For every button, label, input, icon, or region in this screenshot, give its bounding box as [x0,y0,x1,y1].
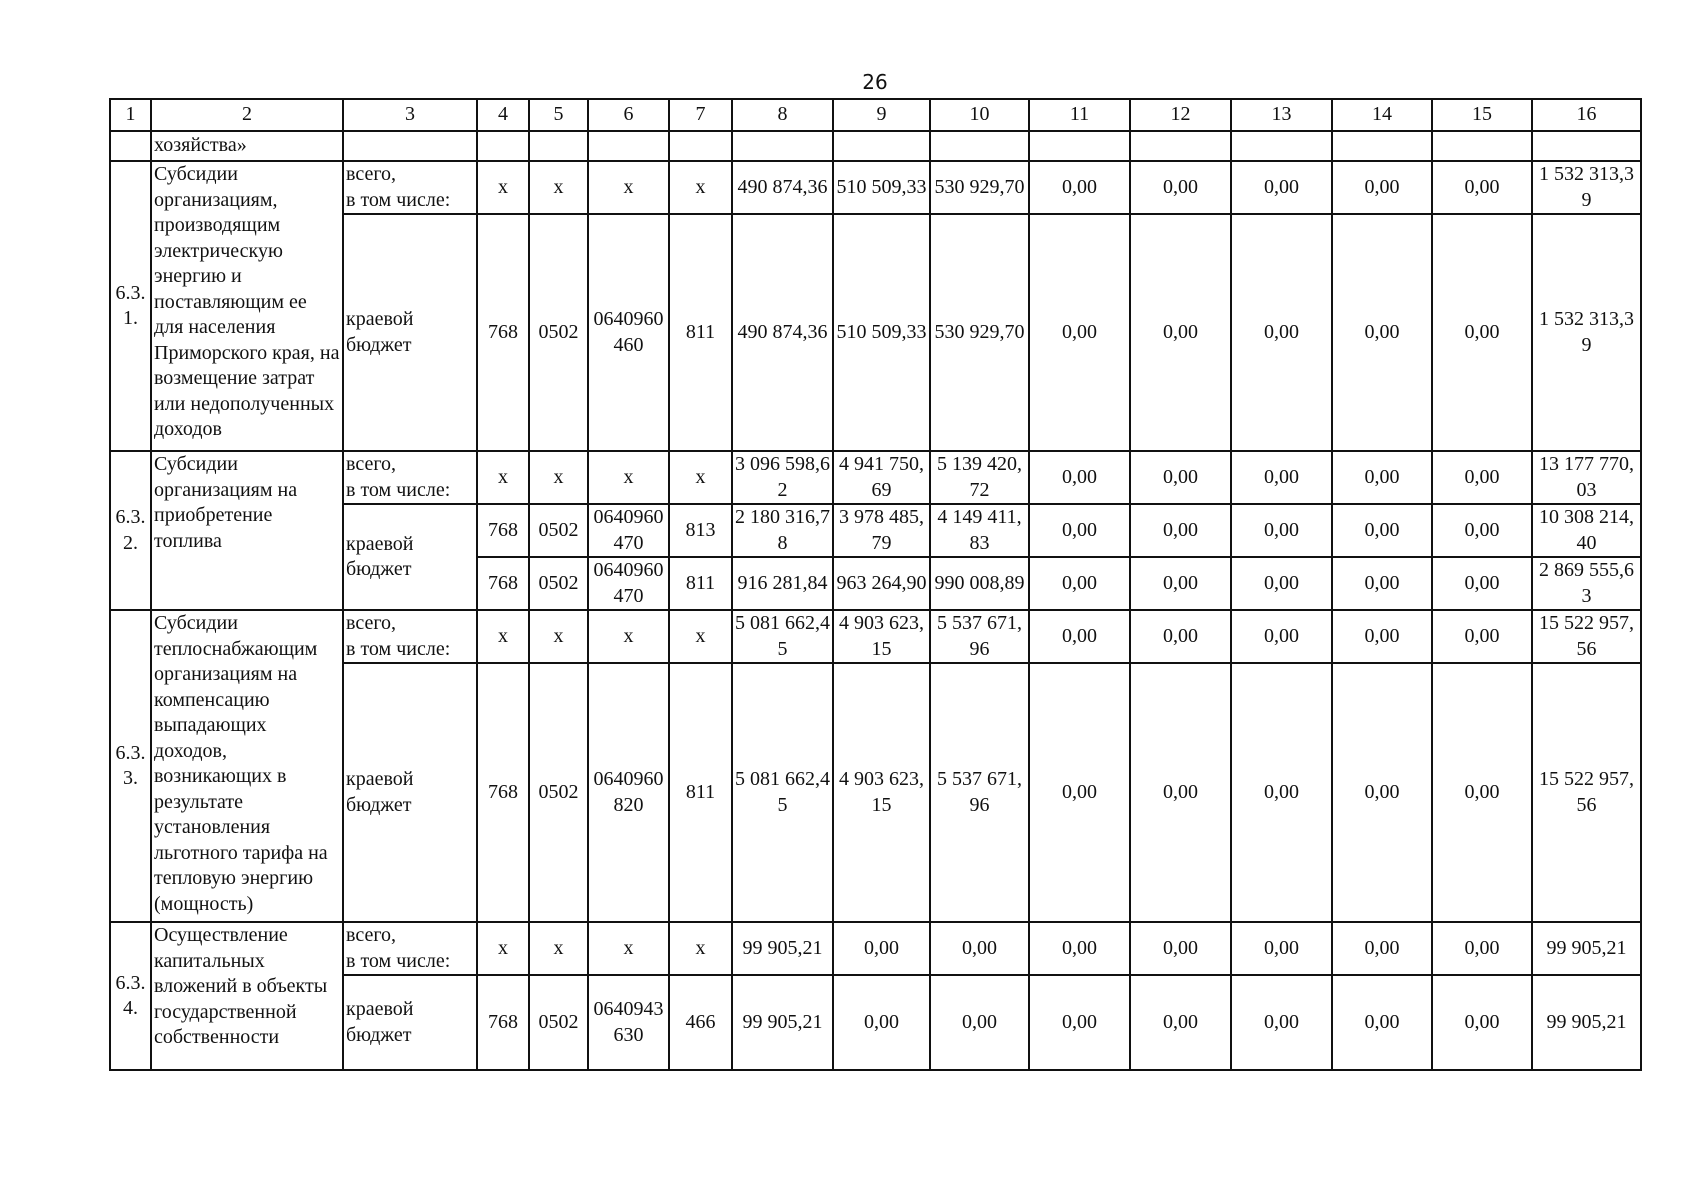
column-header-8: 8 [732,99,833,131]
value-col-15: 0,00 [1432,610,1532,663]
value-col-11: 0,00 [1029,975,1130,1070]
code-col-4: 768 [477,557,529,610]
code-col-5: 0502 [529,504,588,557]
target-code: 0640960470 [588,504,669,557]
total-label: всего, в том числе: [343,610,477,663]
x-marker-col-4: х [477,161,529,214]
value-col-12: 0,00 [1130,663,1231,922]
regional-budget-label: краевой бюджет [343,504,477,610]
code-col-7: 811 [669,214,732,451]
value-col-12: 0,00 [1130,451,1231,504]
item-number: 6.3. 1. [110,161,151,451]
code-col-7: 811 [669,557,732,610]
continuation-row [110,131,1641,161]
item-number: 6.3. 3. [110,610,151,922]
value-col-14: 0,00 [1332,922,1432,975]
value-col-15: 0,00 [1432,451,1532,504]
x-marker-col-7: х [669,161,732,214]
page-number: 26 [862,70,888,94]
column-header-15: 15 [1432,99,1532,131]
column-header-14: 14 [1332,99,1432,131]
x-marker-col-7: х [669,922,732,975]
x-marker-col-7: х [669,610,732,663]
code-col-5: 0502 [529,557,588,610]
row-r634-total [110,922,1641,975]
value-col-10: 5 537 671,96 [930,663,1029,922]
value-col-10: 530 929,70 [930,161,1029,214]
value-col-9: 510 509,33 [833,161,930,214]
value-col-12: 0,00 [1130,922,1231,975]
value-col-15: 0,00 [1432,161,1532,214]
value-col-15: 0,00 [1432,663,1532,922]
x-marker-col-4: х [477,922,529,975]
column-header-5: 5 [529,99,588,131]
column-header-7: 7 [669,99,732,131]
code-col-4: 768 [477,663,529,922]
code-col-7: 811 [669,663,732,922]
value-col-9: 0,00 [833,922,930,975]
code-col-7: 466 [669,975,732,1070]
value-col-16: 99 905,21 [1532,922,1641,975]
value-col-13: 0,00 [1231,451,1332,504]
value-col-13: 0,00 [1231,161,1332,214]
x-marker-col-6: х [588,610,669,663]
value-col-15: 0,00 [1432,975,1532,1070]
value-col-10: 4 149 411,83 [930,504,1029,557]
x-marker-col-6: х [588,451,669,504]
value-col-11: 0,00 [1029,214,1130,451]
item-name: Субсидии организациям на приобретение топлива [151,451,343,610]
value-col-14: 0,00 [1332,214,1432,451]
value-col-13: 0,00 [1231,214,1332,451]
value-col-11: 0,00 [1029,161,1130,214]
x-marker-col-6: х [588,161,669,214]
value-col-13: 0,00 [1231,557,1332,610]
value-col-15: 0,00 [1432,504,1532,557]
value-col-10: 5 139 420,72 [930,451,1029,504]
value-col-8: 490 874,36 [732,161,833,214]
row-r633-total [110,610,1641,663]
value-col-11: 0,00 [1029,557,1130,610]
value-col-16: 99 905,21 [1532,975,1641,1070]
x-marker-col-5: х [529,610,588,663]
value-col-14: 0,00 [1332,663,1432,922]
column-header-3: 3 [343,99,477,131]
value-col-11: 0,00 [1029,451,1130,504]
x-marker-col-5: х [529,922,588,975]
item-number: 6.3. 2. [110,451,151,610]
column-header-16: 16 [1532,99,1641,131]
total-label: всего, в том числе: [343,451,477,504]
item-name: Осуществление капитальных вложений в объекты государственной собственности [151,922,343,1070]
value-col-9: 4 903 623,15 [833,663,930,922]
value-col-16: 15 522 957,56 [1532,663,1641,922]
value-col-14: 0,00 [1332,451,1432,504]
code-col-4: 768 [477,214,529,451]
value-col-8: 99 905,21 [732,975,833,1070]
total-label: всего, в том числе: [343,161,477,214]
value-col-13: 0,00 [1231,922,1332,975]
value-col-12: 0,00 [1130,161,1231,214]
value-col-16: 1 532 313,39 [1532,161,1641,214]
x-marker-col-4: х [477,610,529,663]
total-label: всего, в том числе: [343,922,477,975]
value-col-8: 490 874,36 [732,214,833,451]
value-col-12: 0,00 [1130,504,1231,557]
regional-budget-label: краевой бюджет [343,975,477,1070]
value-col-8: 5 081 662,45 [732,610,833,663]
continuation-text: хозяйства» [151,131,343,161]
value-col-9: 4 903 623,15 [833,610,930,663]
value-col-8: 916 281,84 [732,557,833,610]
column-header-1: 1 [110,99,151,131]
value-col-14: 0,00 [1332,610,1432,663]
value-col-14: 0,00 [1332,504,1432,557]
value-col-12: 0,00 [1130,975,1231,1070]
value-col-14: 0,00 [1332,557,1432,610]
value-col-8: 99 905,21 [732,922,833,975]
value-col-16: 15 522 957,56 [1532,610,1641,663]
value-col-9: 3 978 485,79 [833,504,930,557]
value-col-15: 0,00 [1432,214,1532,451]
value-col-13: 0,00 [1231,663,1332,922]
column-header-10: 10 [930,99,1029,131]
value-col-10: 990 008,89 [930,557,1029,610]
value-col-12: 0,00 [1130,610,1231,663]
column-header-2: 2 [151,99,343,131]
x-marker-col-5: х [529,451,588,504]
value-col-9: 963 264,90 [833,557,930,610]
column-header-11: 11 [1029,99,1130,131]
regional-budget-label: краевой бюджет [343,663,477,922]
value-col-14: 0,00 [1332,975,1432,1070]
value-col-11: 0,00 [1029,663,1130,922]
value-col-16: 1 532 313,39 [1532,214,1641,451]
value-col-11: 0,00 [1029,922,1130,975]
value-col-12: 0,00 [1130,214,1231,451]
value-col-13: 0,00 [1231,504,1332,557]
value-col-10: 0,00 [930,975,1029,1070]
column-header-4: 4 [477,99,529,131]
value-col-14: 0,00 [1332,161,1432,214]
x-marker-col-7: х [669,451,732,504]
item-name: Субсидии организациям, производящим электрическую энергию и поставляющим ее для населения Приморского края, на возмещение затрат или недополученных доходов [151,161,343,451]
value-col-16: 2 869 555,63 [1532,557,1641,610]
value-col-16: 13 177 770,03 [1532,451,1641,504]
column-header-12: 12 [1130,99,1231,131]
column-header-13: 13 [1231,99,1332,131]
column-header-9: 9 [833,99,930,131]
value-col-12: 0,00 [1130,557,1231,610]
row-r632-total [110,451,1641,504]
value-col-8: 3 096 598,62 [732,451,833,504]
x-marker-col-4: х [477,451,529,504]
code-col-7: 813 [669,504,732,557]
code-col-5: 0502 [529,663,588,922]
code-col-5: 0502 [529,975,588,1070]
x-marker-col-6: х [588,922,669,975]
regional-budget-label: краевой бюджет [343,214,477,451]
value-col-13: 0,00 [1231,975,1332,1070]
budget-table [109,98,1642,1071]
code-col-4: 768 [477,504,529,557]
value-col-9: 0,00 [833,975,930,1070]
code-col-5: 0502 [529,214,588,451]
value-col-15: 0,00 [1432,922,1532,975]
target-code: 0640943630 [588,975,669,1070]
value-col-10: 5 537 671,96 [930,610,1029,663]
code-col-4: 768 [477,975,529,1070]
x-marker-col-5: х [529,161,588,214]
target-code: 0640960820 [588,663,669,922]
value-col-16: 10 308 214,40 [1532,504,1641,557]
value-col-10: 0,00 [930,922,1029,975]
row-r631-total [110,161,1641,214]
value-col-15: 0,00 [1432,557,1532,610]
column-header-row [110,99,1641,131]
column-header-6: 6 [588,99,669,131]
target-code: 0640960460 [588,214,669,451]
value-col-8: 5 081 662,45 [732,663,833,922]
value-col-9: 510 509,33 [833,214,930,451]
target-code: 0640960470 [588,557,669,610]
value-col-11: 0,00 [1029,610,1130,663]
value-col-8: 2 180 316,78 [732,504,833,557]
value-col-9: 4 941 750,69 [833,451,930,504]
item-number: 6.3. 4. [110,922,151,1070]
item-name: Субсидии теплоснабжающим организациям на компенсацию выпадающих доходов, возникающих в результате установления льготного тарифа на тепловую энергию (мощность) [151,610,343,922]
value-col-13: 0,00 [1231,610,1332,663]
value-col-11: 0,00 [1029,504,1130,557]
value-col-10: 530 929,70 [930,214,1029,451]
